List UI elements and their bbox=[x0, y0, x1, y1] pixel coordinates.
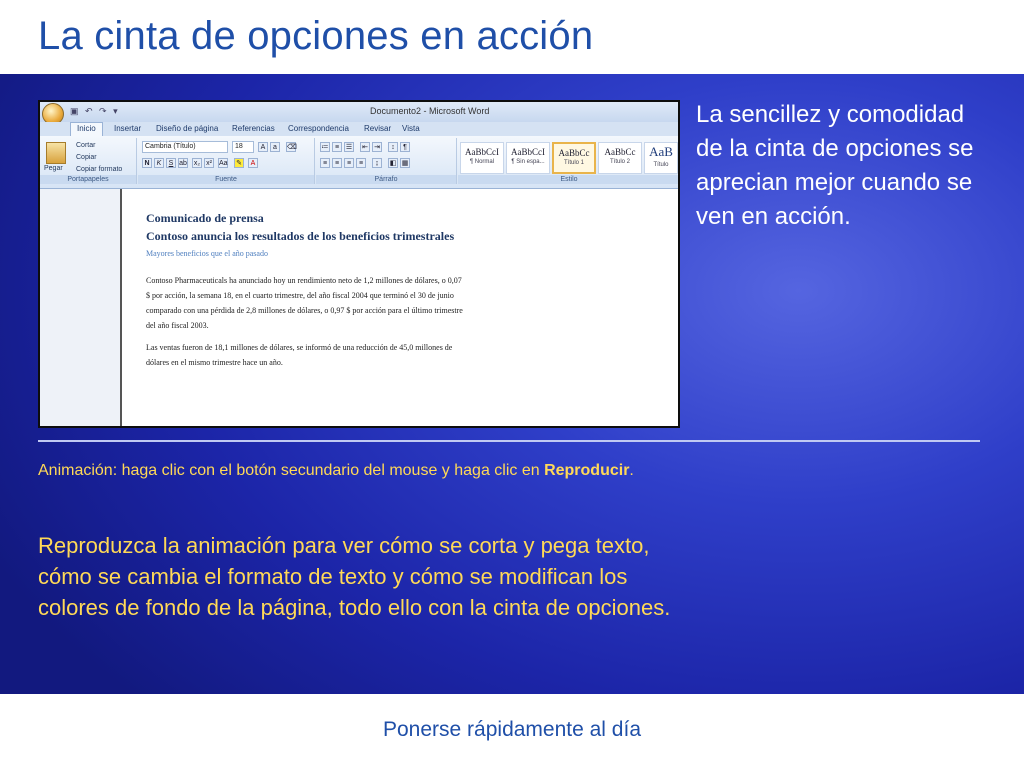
font-group bbox=[138, 138, 315, 184]
strikethrough-icon[interactable]: ab bbox=[179, 160, 187, 167]
ribbon bbox=[40, 136, 678, 189]
ribbon-tabs bbox=[40, 122, 678, 136]
document-subheading: Contoso anuncia los resultados de los beneficios trimestrales bbox=[146, 229, 455, 243]
superscript-icon[interactable]: x² bbox=[204, 158, 214, 168]
line-spacing-icon[interactable]: ↨ bbox=[372, 158, 382, 168]
style-normal[interactable]: AaBbCcI ¶ Normal bbox=[460, 142, 504, 174]
word-window-title: Documento2 - Microsoft Word bbox=[370, 106, 490, 116]
style-title[interactable]: AaB Título bbox=[644, 142, 678, 174]
align-center-icon[interactable]: ≡ bbox=[332, 158, 342, 168]
clipboard-group-label: Portapapeles bbox=[40, 175, 136, 184]
word-screenshot bbox=[38, 100, 680, 428]
clear-format-icon[interactable]: ⌫ bbox=[287, 144, 297, 151]
document-paragraph-2 bbox=[146, 340, 546, 370]
document-margin bbox=[40, 189, 122, 428]
copy-button[interactable]: Copiar bbox=[76, 154, 97, 161]
bullets-icon[interactable]: ≔ bbox=[321, 144, 329, 151]
align-right-icon[interactable]: ≡ bbox=[344, 158, 354, 168]
grow-font-icon[interactable]: A bbox=[258, 142, 268, 152]
side-description: La sencillez y comodidad de la cinta de opciones se aprecian mejor cuando se ven en acción. bbox=[696, 101, 974, 230]
format-painter-button[interactable]: Copiar formato bbox=[76, 166, 123, 173]
style-heading-1[interactable]: AaBbCc Título 1 bbox=[552, 142, 596, 174]
footer-title: Ponerse rápidamente al día bbox=[383, 718, 641, 741]
document-line: Contoso Pharmaceuticals ha anunciado hoy un rendimiento neto de 1,2 millones de dólares, o 0,07 bbox=[146, 276, 462, 285]
highlight-icon[interactable]: ✎ bbox=[234, 158, 244, 168]
underline-icon[interactable]: S bbox=[166, 158, 176, 168]
paragraph-group bbox=[316, 138, 457, 184]
animation-note bbox=[38, 458, 688, 483]
paste-label[interactable]: Pegar bbox=[44, 165, 63, 172]
borders-icon[interactable]: ▦ bbox=[401, 160, 409, 167]
quick-access-toolbar[interactable]: ▣ ↶ ↷ ▾ bbox=[70, 106, 120, 116]
change-case-icon[interactable]: Aa bbox=[219, 160, 228, 167]
show-marks-icon[interactable]: ¶ bbox=[400, 142, 410, 152]
document-line: comparado con una pérdida de 2,8 millones de dólares, o 0,97 $ por acción para el último trimestre bbox=[146, 306, 463, 315]
document-line: $ por acción, la semana 18, en el cuarto trimestre, del año fiscal 2004 que terminó el 30 de junio bbox=[146, 291, 454, 300]
slide-title: La cinta de opciones en acción bbox=[38, 14, 594, 58]
styles-group-label: Estilo bbox=[458, 175, 680, 184]
bold-icon[interactable]: N bbox=[142, 158, 152, 168]
style-no-spacing[interactable]: AaBbCcI ¶ Sin espa... bbox=[506, 142, 550, 174]
justify-icon[interactable]: ≡ bbox=[356, 158, 366, 168]
document-line: del año fiscal 2003. bbox=[146, 321, 209, 330]
document-line: Las ventas fueron de 18,1 millones de dólares, se informó de una reducción de 45,0 millones de bbox=[146, 343, 453, 352]
document-line: dólares en el mismo trimestre hace un año. bbox=[146, 358, 283, 367]
multilevel-list-icon[interactable]: ☰ bbox=[345, 144, 353, 151]
tab-referencias[interactable]: Referencias bbox=[232, 124, 275, 133]
tab-revisar[interactable]: Revisar bbox=[364, 124, 392, 133]
document-subtitle: Mayores beneficios que el año pasado bbox=[146, 249, 268, 258]
document-paragraph-1 bbox=[146, 273, 546, 333]
font-size-box[interactable]: 18 bbox=[232, 141, 254, 153]
animation-note-bold: Reproducir bbox=[544, 462, 630, 479]
paste-icon[interactable] bbox=[46, 142, 66, 164]
styles-group bbox=[458, 138, 680, 184]
shading-icon[interactable]: ◧ bbox=[389, 160, 397, 167]
sort-icon[interactable]: ↕ bbox=[388, 142, 398, 152]
decrease-indent-icon[interactable]: ⇤ bbox=[360, 142, 370, 152]
word-title-bar bbox=[40, 102, 678, 122]
paragraph-group-label: Párrafo bbox=[316, 175, 456, 184]
body-text: Reproduzca la animación para ver cómo se corta y pega texto, cómo se cambia el formato de texto y cómo se modifican los colores de fondo de la página, todo ello con la cinta de opciones. bbox=[38, 533, 671, 620]
style-heading-2[interactable]: AaBbCc Título 2 bbox=[598, 142, 642, 174]
shrink-font-icon[interactable]: a bbox=[270, 142, 280, 152]
cut-button[interactable]: Cortar bbox=[76, 142, 96, 149]
tab-inicio[interactable]: Inicio bbox=[70, 122, 103, 137]
tab-vista[interactable]: Vista bbox=[402, 124, 420, 133]
numbering-icon[interactable]: ≡ bbox=[332, 142, 342, 152]
animation-note-text: Animación: haga clic con el botón secundario del mouse y haga clic en bbox=[38, 462, 545, 479]
font-group-label: Fuente bbox=[138, 175, 314, 184]
increase-indent-icon[interactable]: ⇥ bbox=[372, 142, 382, 152]
document-area[interactable] bbox=[40, 189, 678, 428]
clipboard-group bbox=[40, 138, 137, 184]
document-heading: Comunicado de prensa bbox=[146, 211, 264, 225]
tab-diseno-de-pagina[interactable]: Diseño de página bbox=[156, 124, 219, 133]
animation-note-suffix: . bbox=[629, 462, 634, 479]
align-left-icon[interactable]: ≡ bbox=[320, 158, 330, 168]
font-color-icon[interactable]: A bbox=[248, 158, 258, 168]
tab-correspondencia[interactable]: Correspondencia bbox=[288, 124, 349, 133]
italic-icon[interactable]: K bbox=[154, 158, 164, 168]
tab-insertar[interactable]: Insertar bbox=[114, 124, 142, 133]
font-name-box[interactable]: Cambria (Título) bbox=[142, 141, 228, 153]
subscript-icon[interactable]: x₂ bbox=[193, 160, 201, 167]
divider-line bbox=[38, 440, 980, 442]
